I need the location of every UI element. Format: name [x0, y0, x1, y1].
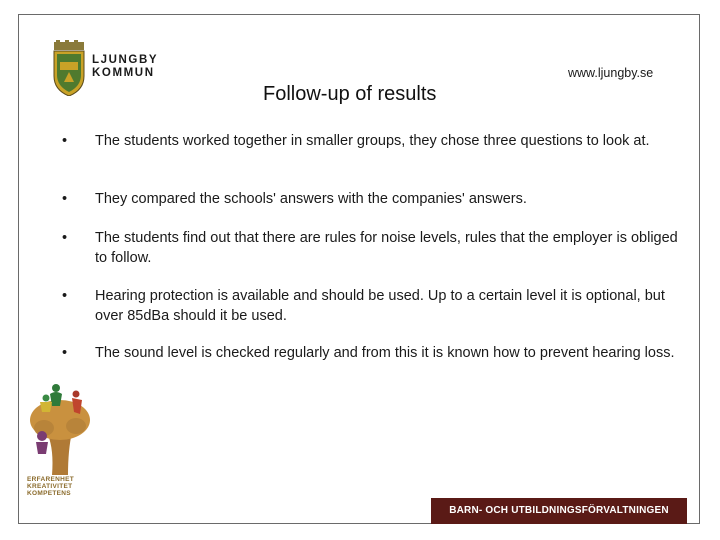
tree-logo-line3: KOMPETENS: [27, 490, 71, 497]
municipality-logo-text: [92, 54, 158, 80]
bullet-marker: •: [62, 133, 68, 149]
bullet-text: The students worked together in smaller groups, they chose three questions to look at.: [95, 133, 650, 149]
tree-logo-line2: KREATIVITET: [27, 483, 73, 490]
bullet-item: [62, 132, 692, 152]
bullet-item: [62, 287, 692, 326]
bullet-marker: •: [62, 288, 68, 304]
logo-line2: KOMMUN: [92, 67, 155, 79]
tree-logo-text: [27, 476, 74, 497]
bullet-item: [62, 229, 692, 268]
logo-line1: LJUNGBY: [92, 54, 159, 66]
bullet-marker: •: [62, 230, 68, 246]
bullet-text: The sound level is checked regularly and from this it is known how to prevent hearing loss.: [95, 345, 675, 361]
bullet-text: They compared the schools' answers with the companies' answers.: [95, 191, 527, 207]
footer-banner: BARN- OCH UTBILDNINGSFÖRVALTNINGEN: [431, 498, 687, 524]
page-title: Follow-up of results: [263, 83, 437, 105]
bullet-text: Hearing protection is available and should be used. Up to a certain level it is optional, but over 85dBa should it be used.: [95, 288, 665, 324]
tree-logo-line1: ERFARENHET: [27, 476, 75, 483]
bullet-marker: •: [62, 345, 68, 361]
bullet-text: The students find out that there are rules for noise levels, rules that the employer is obliged to follow.: [95, 230, 678, 266]
bullet-marker: •: [62, 191, 68, 207]
bullet-item: [62, 344, 692, 364]
website-url[interactable]: www.ljungby.se: [568, 66, 654, 80]
bullet-item: [62, 190, 692, 210]
